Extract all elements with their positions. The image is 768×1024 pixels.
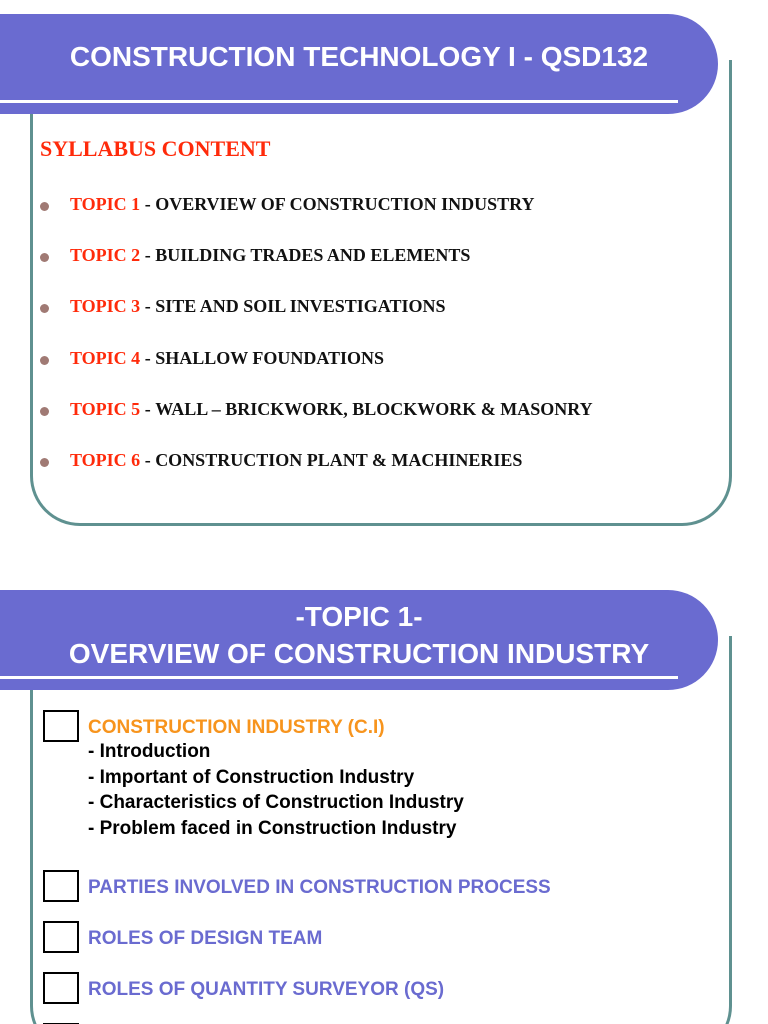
topic-number: TOPIC 1 [70, 194, 141, 214]
topic-name: WALL – BRICKWORK, BLOCKWORK & MASONRY [155, 398, 593, 419]
bullet-icon [40, 202, 49, 211]
topic-number: TOPIC 2 [70, 245, 141, 266]
checklist-item-title: PARTIES INVOLVED IN CONSTRUCTION PROCESS [88, 877, 551, 898]
topic1-header-title: OVERVIEW OF CONSTRUCTION INDUSTRY [68, 638, 650, 669]
bullet-icon [40, 304, 49, 313]
topic-separator: - [140, 296, 156, 317]
topic-name: SHALLOW FOUNDATIONS [155, 347, 385, 368]
bullet-icon [40, 253, 49, 262]
topic-item-5 [38, 399, 593, 450]
course-title: CONSTRUCTION TECHNOLOGY I - QSD132 [69, 41, 649, 72]
topic-separator: - [140, 398, 156, 419]
checklist-item [43, 710, 723, 870]
checklist-item [43, 972, 723, 1023]
topic1-checklist [43, 710, 723, 1024]
checklist-item [43, 870, 723, 921]
topic-item-4 [38, 348, 593, 399]
checkbox-icon[interactable] [43, 921, 79, 953]
checkbox-icon[interactable] [43, 870, 79, 902]
sub-item: - Introduction [88, 741, 211, 762]
topic-name: CONSTRUCTION PLANT & MACHINERIES [155, 449, 523, 470]
topic-separator: - [140, 449, 156, 470]
topic-separator: - [140, 347, 156, 368]
checkbox-icon[interactable] [43, 972, 79, 1004]
topic-item-1 [38, 194, 593, 245]
bullet-icon [40, 458, 49, 467]
topic-name: BUILDING TRADES AND ELEMENTS [155, 245, 471, 266]
checklist-item-title: CONSTRUCTION INDUSTRY (C.I) [88, 717, 385, 738]
topic-list [38, 194, 593, 501]
bullet-icon [40, 407, 49, 416]
topic1-header [0, 590, 718, 690]
topic-number: TOPIC 6 [70, 449, 141, 470]
sub-list [88, 739, 723, 841]
topic-separator: - [140, 245, 156, 266]
course-title-header [0, 14, 718, 114]
header-divider [0, 676, 678, 679]
topic-number: TOPIC 5 [70, 398, 141, 419]
topic-item-6 [38, 450, 593, 501]
topic-separator: - [140, 194, 156, 214]
topic1-header-label: -TOPIC 1- [295, 601, 423, 632]
topic-number: TOPIC 4 [70, 347, 141, 368]
sub-item: - Important of Construction Industry [88, 766, 415, 788]
topic-name: OVERVIEW OF CONSTRUCTION INDUSTRY [155, 194, 535, 214]
checklist-item-title: ROLES OF DESIGN TEAM [88, 928, 323, 949]
syllabus-heading: SYLLABUS CONTENT [40, 136, 271, 161]
topic-name: SITE AND SOIL INVESTIGATIONS [155, 296, 446, 317]
header-divider [0, 100, 678, 103]
sub-item: - Characteristics of Construction Industry [88, 792, 464, 813]
checkbox-icon[interactable] [43, 710, 79, 742]
checklist-item-title: ROLES OF QUANTITY SURVEYOR (QS) [88, 979, 445, 1000]
sub-item: - Problem faced in Construction Industry [88, 817, 457, 839]
topic-item-3 [38, 296, 593, 347]
topic-number: TOPIC 3 [70, 296, 141, 317]
bullet-icon [40, 356, 49, 365]
topic-item-2 [38, 245, 593, 296]
checklist-item [43, 921, 723, 972]
